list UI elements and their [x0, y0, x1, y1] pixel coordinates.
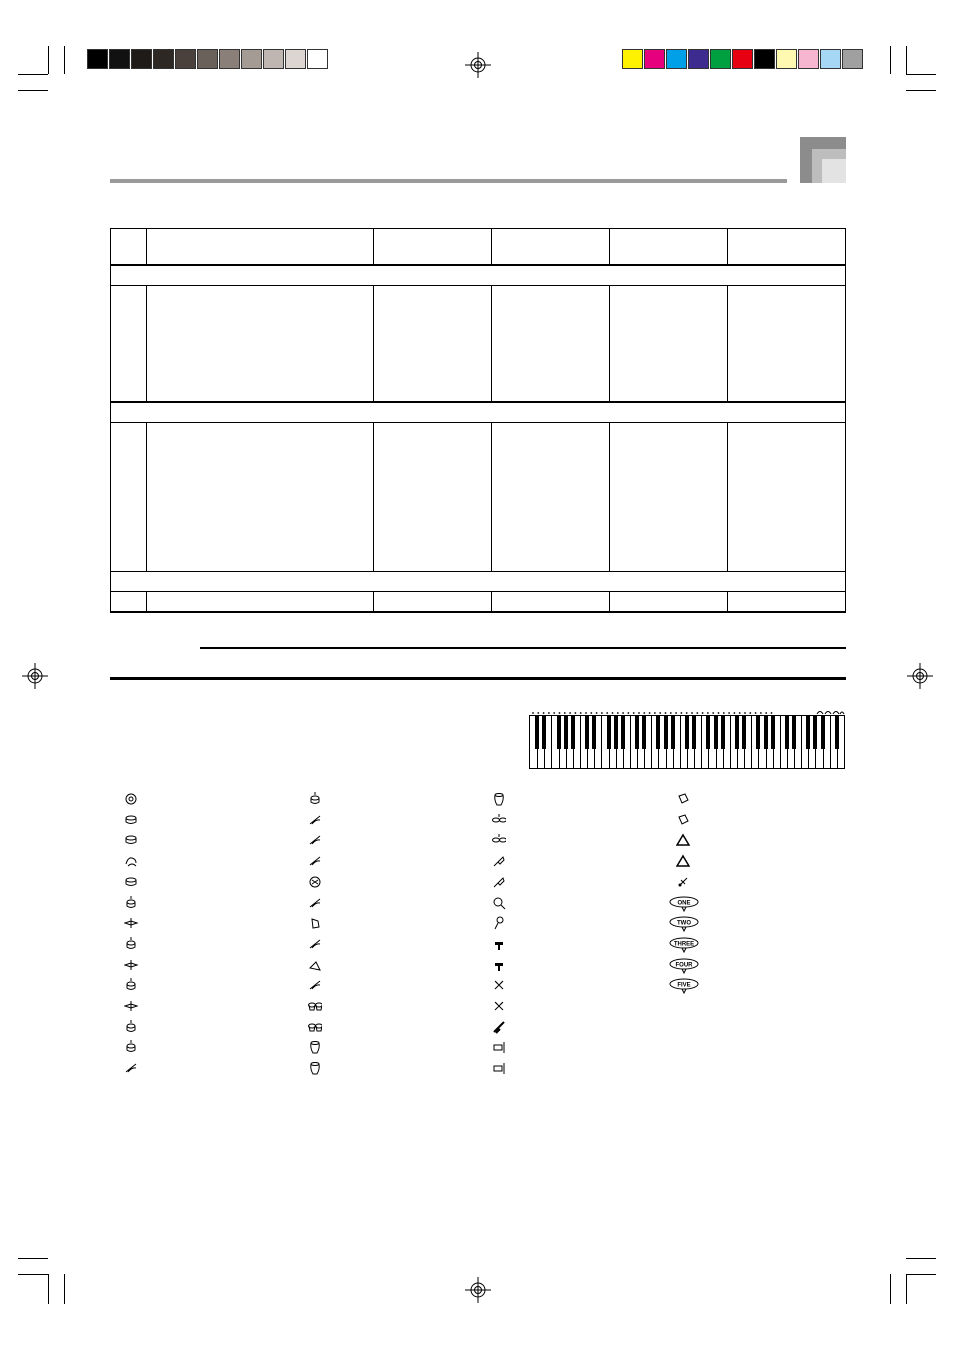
white-key-divider — [730, 716, 731, 768]
svg-text:FOUR: FOUR — [675, 962, 693, 969]
key-drum-marker — [553, 712, 555, 714]
agogo-icon — [492, 854, 506, 868]
tom-icon — [124, 1040, 138, 1054]
black-key — [756, 716, 760, 749]
black-key — [721, 716, 725, 749]
chinese-cymbal-icon — [308, 833, 322, 847]
bongo-icon — [308, 999, 322, 1013]
key-drum-marker — [580, 712, 582, 714]
key-drum-marker — [760, 712, 762, 714]
black-key — [664, 716, 668, 749]
cabasa-icon — [492, 896, 506, 910]
black-key — [785, 716, 789, 749]
white-key-divider — [651, 716, 652, 768]
black-key — [656, 716, 660, 749]
black-key — [685, 716, 689, 749]
key-drum-marker — [622, 712, 624, 714]
key-drum-marker — [612, 712, 614, 714]
key-drum-marker — [559, 712, 561, 714]
key-drum-marker — [585, 712, 587, 714]
key-drum-marker — [771, 712, 773, 714]
black-key — [607, 716, 611, 749]
black-key — [592, 716, 596, 749]
voice-five-icon — [668, 978, 702, 994]
key-drum-marker — [749, 712, 751, 714]
conga-icon — [308, 1061, 322, 1075]
gray-swatch — [241, 49, 262, 69]
svg-text:FIVE: FIVE — [677, 982, 691, 989]
tom-icon — [124, 978, 138, 992]
key-drum-marker — [643, 712, 645, 714]
key-drum-marker — [665, 712, 667, 714]
gray-swatch — [131, 49, 152, 69]
voice-three-icon — [668, 937, 702, 953]
key-drum-marker — [596, 712, 598, 714]
crosshair-circle-icon — [465, 1277, 491, 1303]
section-rule-short — [200, 647, 846, 649]
bongo-icon — [308, 1020, 322, 1034]
key-drum-marker — [654, 712, 656, 714]
black-key — [764, 716, 768, 749]
crash-cymbal-icon — [124, 1061, 138, 1075]
key-drum-marker — [718, 712, 720, 714]
black-key — [742, 716, 746, 749]
black-key — [585, 716, 589, 749]
key-drum-marker — [675, 712, 677, 714]
black-key — [813, 716, 817, 749]
key-drum-marker — [564, 712, 566, 714]
key-drum-marker — [696, 712, 698, 714]
hand-clap-icon — [124, 854, 138, 868]
wood-block-icon — [492, 1040, 506, 1054]
key-drum-marker — [723, 712, 725, 714]
key-drum-marker — [532, 712, 534, 714]
key-drum-marker — [744, 712, 746, 714]
color-swatch — [688, 49, 709, 69]
key-drum-marker — [755, 712, 757, 714]
snare-drum-icon — [124, 813, 138, 827]
svg-text:ONE: ONE — [677, 900, 691, 906]
white-key-divider — [780, 716, 781, 768]
voice-four-icon — [668, 958, 702, 974]
key-drum-marker — [628, 712, 630, 714]
conga-icon — [308, 1040, 322, 1054]
timbale-icon — [492, 813, 506, 827]
color-swatch — [622, 49, 643, 69]
claves-icon — [492, 1020, 506, 1034]
tom-icon — [124, 1020, 138, 1034]
white-key-divider — [751, 716, 752, 768]
key-drum-marker — [728, 712, 730, 714]
gray-swatch — [109, 49, 130, 69]
maracas-icon — [492, 916, 506, 930]
key-drum-marker — [707, 712, 709, 714]
color-swatch — [820, 49, 841, 69]
triangle-icon — [676, 854, 690, 868]
snare-drum-icon — [124, 833, 138, 847]
black-key — [614, 716, 618, 749]
splash-cymbal-icon — [308, 896, 322, 910]
black-key — [542, 716, 546, 749]
color-swatch — [666, 49, 687, 69]
black-key — [806, 716, 810, 749]
floor-tom-icon — [124, 875, 138, 889]
cuica-icon — [676, 792, 690, 806]
tom-icon — [124, 937, 138, 951]
gray-swatch — [307, 49, 328, 69]
keyboard-icon — [529, 715, 845, 769]
white-key-divider — [551, 716, 552, 768]
gray-swatch — [263, 49, 284, 69]
gray-swatch — [87, 49, 108, 69]
svg-text:TWO: TWO — [677, 920, 691, 927]
color-swatch — [798, 49, 819, 69]
key-drum-marker — [659, 712, 661, 714]
color-swatch — [732, 49, 753, 69]
key-drum-marker — [575, 712, 577, 714]
color-swatch — [754, 49, 775, 69]
section-tab — [800, 137, 846, 183]
tom-icon — [308, 792, 322, 806]
key-drum-marker — [702, 712, 704, 714]
shaker-icon — [676, 875, 690, 889]
black-key — [621, 716, 625, 749]
black-key — [735, 716, 739, 749]
white-key-divider — [680, 716, 681, 768]
pedal-hi-hat-icon — [124, 958, 138, 972]
black-key — [671, 716, 675, 749]
open-hi-hat-icon — [124, 999, 138, 1013]
agogo-icon — [492, 875, 506, 889]
cowbell-icon — [308, 916, 322, 930]
key-drum-marker — [712, 712, 714, 714]
crosshair-circle-icon — [465, 52, 491, 78]
hi-hat-icon — [124, 916, 138, 930]
key-drum-marker — [548, 712, 550, 714]
key-drum-marker — [734, 712, 736, 714]
key-drum-marker — [739, 712, 741, 714]
key-drum-marker — [601, 712, 603, 714]
crosshair-circle-icon — [22, 663, 48, 689]
conga-icon — [492, 792, 506, 806]
black-key — [714, 716, 718, 749]
key-drum-marker — [638, 712, 640, 714]
triangle-icon — [676, 833, 690, 847]
black-key — [771, 716, 775, 749]
black-key — [571, 716, 575, 749]
key-drum-marker — [543, 712, 545, 714]
black-key — [821, 716, 825, 749]
color-swatch — [776, 49, 797, 69]
ride-bell-icon — [308, 854, 322, 868]
ride-cymbal-icon — [308, 813, 322, 827]
color-swatch — [842, 49, 863, 69]
white-key-divider — [580, 716, 581, 768]
gray-swatch — [219, 49, 240, 69]
guiro-icon — [492, 978, 506, 992]
svg-text:THREE: THREE — [673, 941, 695, 948]
key-drum-marker — [606, 712, 608, 714]
black-key — [706, 716, 710, 749]
white-key-divider — [830, 716, 831, 768]
black-key — [642, 716, 646, 749]
black-key — [564, 716, 568, 749]
guiro-icon — [492, 999, 506, 1013]
tambourine-icon — [308, 875, 322, 889]
cuica-icon — [676, 813, 690, 827]
header-rule — [110, 179, 787, 183]
wood-block-icon — [492, 1061, 506, 1075]
black-key — [792, 716, 796, 749]
whistle-icon — [492, 958, 506, 972]
key-drum-marker — [649, 712, 651, 714]
key-drum-marker — [633, 712, 635, 714]
gray-swatch — [285, 49, 306, 69]
crosshair-circle-icon — [907, 663, 933, 689]
key-drum-marker — [686, 712, 688, 714]
key-drum-marker — [691, 712, 693, 714]
key-drum-marker — [537, 712, 539, 714]
white-key-divider — [630, 716, 631, 768]
black-key — [535, 716, 539, 749]
key-drum-marker — [765, 712, 767, 714]
black-key — [557, 716, 561, 749]
gray-swatch — [197, 49, 218, 69]
black-key — [835, 716, 839, 749]
color-swatch — [710, 49, 731, 69]
key-drum-marker — [569, 712, 571, 714]
key-drum-marker — [670, 712, 672, 714]
color-swatch — [644, 49, 665, 69]
white-key-divider — [801, 716, 802, 768]
key-drum-marker — [590, 712, 592, 714]
bass-drum-icon — [124, 792, 138, 806]
section-rule-long — [110, 677, 846, 680]
keyboard-drum-markers — [531, 710, 831, 715]
tom-icon — [124, 896, 138, 910]
crash-cymbal-icon — [308, 937, 322, 951]
keyboard-extra-markers — [815, 708, 845, 716]
timbale-icon — [492, 833, 506, 847]
white-key-divider — [701, 716, 702, 768]
white-key-divider — [601, 716, 602, 768]
gray-swatch — [153, 49, 174, 69]
black-key — [692, 716, 696, 749]
vibraslap-icon — [308, 958, 322, 972]
ride-cymbal-icon — [308, 978, 322, 992]
voice-one-icon — [668, 896, 702, 912]
black-key — [635, 716, 639, 749]
gray-swatch — [175, 49, 196, 69]
whistle-icon — [492, 937, 506, 951]
key-drum-marker — [617, 712, 619, 714]
key-drum-marker — [681, 712, 683, 714]
voice-two-icon — [668, 916, 702, 932]
